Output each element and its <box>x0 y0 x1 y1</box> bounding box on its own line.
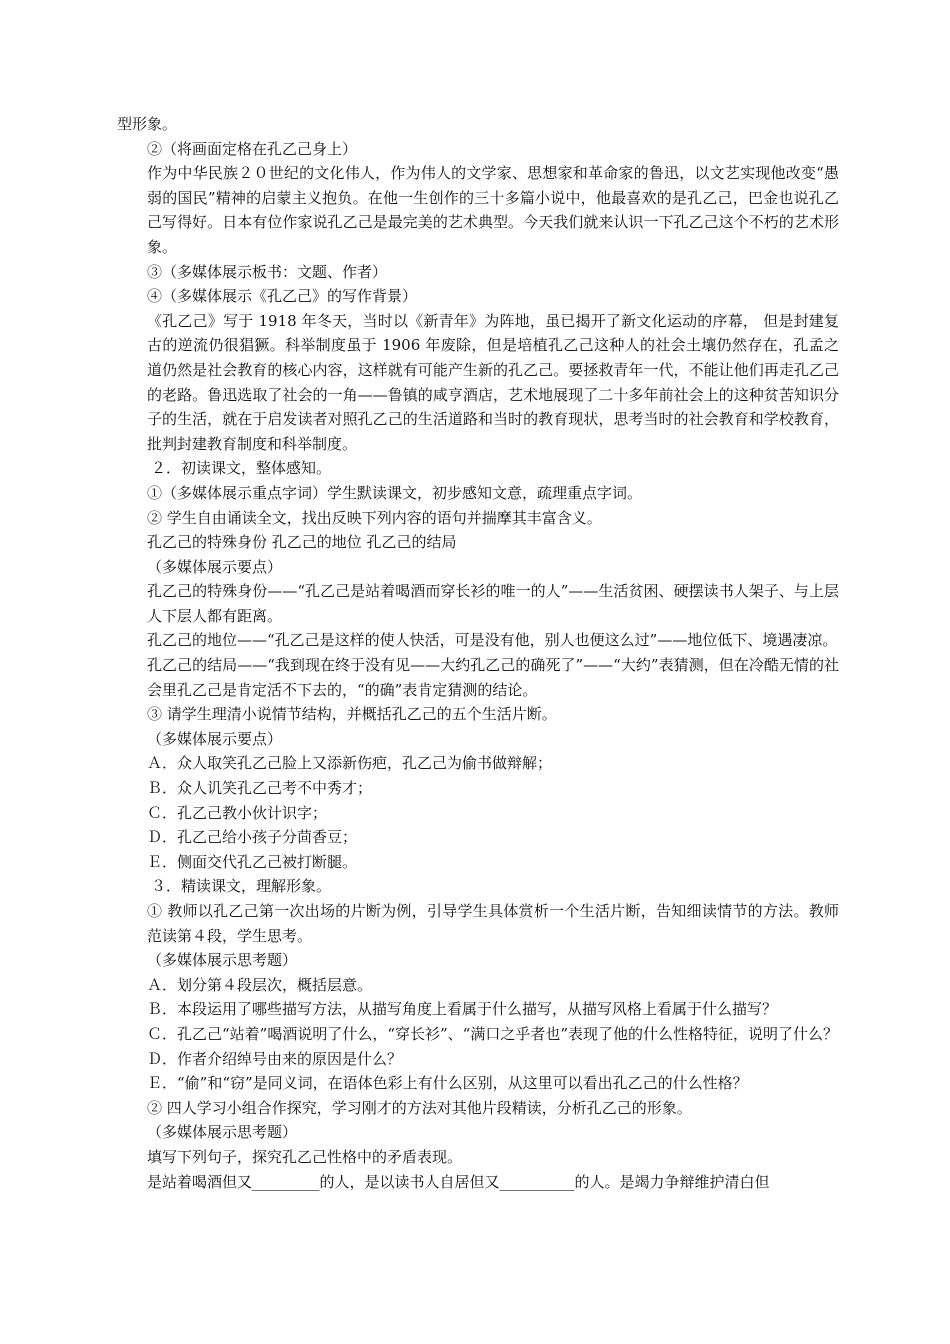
media-note: （多媒体展示思考题） <box>147 951 298 970</box>
list-item: Ｂ．众人讥笑孔乙己考不中秀才； <box>147 779 373 798</box>
step-marker: ② 四人学习小组合作探究，学习刚才的方法对其他片段精读，分析孔乙己的形象。 <box>147 1098 692 1117</box>
list-item: Ｄ．孔乙己给小孩子分茴香豆； <box>147 828 358 847</box>
paragraph: 孔乙己的特殊身份——“孔乙己是站着喝酒而穿长衫的唯一的人”——生活贫困、硬摆读书人架子、与上层人下层人都有距离。 <box>147 582 839 625</box>
paragraph: 孔乙己的地位——“孔乙己是这样的使人快活，可是没有他，别人也便这么过”——地位低下、境遇凄凉。 <box>147 631 838 650</box>
step-marker: ③ 请学生理清小说情节结构，并概括孔乙己的五个生活片断。 <box>147 705 557 724</box>
fill-in-sentence: 是站着喝酒但又_________的人，是以读书人自居但又__________的人。是竭力争辩维护清白但 <box>147 1172 770 1191</box>
text-line: 填写下列句子，探究孔乙己性格中的矛盾表现。 <box>147 1147 463 1166</box>
paragraph: ① 教师以孔乙己第一次出场的片断为例，引导学生具体赏析一个生活片断，告知细读情节的方法。教师范读第４段，学生思考。 <box>147 902 839 945</box>
section-heading: ３．精读课文，理解形象。 <box>151 877 332 896</box>
section-heading: ２．初读课文，整体感知。 <box>151 459 332 478</box>
step-marker: ④（多媒体展示《孔乙己》的写作背景） <box>147 287 418 306</box>
text-line: 型形象。 <box>117 115 178 133</box>
paragraph: 孔乙己的结局——“我到现在终于没有见——大约孔乙己的确死了”——“大约”表猜测，但在冷酷无情的社会里孔乙己是肯定活不下去的，“的确”表肯定猜测的结论。 <box>147 656 839 699</box>
step-marker: ③（多媒体展示板书：文题、作者） <box>147 262 388 281</box>
list-item: Ｃ．孔乙己“站着”喝酒说明了什么，“穿长衫”、“满口之乎者也”表现了他的什么性格特征，说明了什么？ <box>147 1024 839 1043</box>
step-marker: ②（将画面定格在孔乙己身上） <box>147 139 358 158</box>
document-body <box>117 112 839 1194</box>
text-line: 孔乙己的特殊身份 孔乙己的地位 孔乙己的结局 <box>147 533 457 552</box>
step-marker: ①（多媒体展示重点字词）学生默读课文，初步感知文意，疏理重点字词。 <box>147 483 643 502</box>
media-note: （多媒体展示要点） <box>147 557 283 576</box>
list-item: Ａ．众人取笑孔乙己脸上又添新伤疤，孔乙己为偷书做辩解； <box>147 754 553 773</box>
paragraph: 作为中华民族２０世纪的文化伟人，作为伟人的文学家、思想家和革命家的鲁迅，以文艺实现他改变“愚弱的国民”精神的启蒙主义抱负。在他一生创作的三十多篇小说中，他最喜欢的是孔乙己，巴金也说孔乙己写得好。日本有位作家说孔乙己是最完美的艺术典型。今天我们就来认识一下孔乙己这个不朽的艺术形象。 <box>147 164 839 256</box>
list-item: Ａ．划分第４段层次，概括层意。 <box>147 975 373 994</box>
list-item: Ｅ．“偷”和“窃”是同义词，在语体色彩上有什么区别，从这里可以看出孔乙己的什么性格？ <box>147 1074 748 1093</box>
media-note: （多媒体展示要点） <box>147 729 283 748</box>
list-item: Ｅ．侧面交代孔乙己被打断腿。 <box>147 852 358 871</box>
list-item: Ｃ．孔乙己教小伙计识字； <box>147 803 328 822</box>
paragraph: 《孔乙己》写于 1918 年冬天，当时以《新青年》为阵地，虽已揭开了新文化运动的序幕， 但是封建复古的逆流仍很猖獗。科举制度虽于 1906 年废除，但是培植孔乙己这种人的社会土壤仍然存在，孔孟之道仍然是社会教育的核心内容，这样就有可能产生新的孔乙己。要拯救青年一代，不能让他们再走孔乙己的老路。鲁迅选取了社会的一角——鲁镇的咸亨酒店，艺术地展现了二十多年前社会上的这种贫苦知识分子的生活，就在于启发读者对照孔乙己的生活道路和当时的教育现状，思考当时的社会教育和学校教育，批判封建教育制度和科举制度。 <box>147 311 839 453</box>
list-item: Ｄ．作者介绍绰号由来的原因是什么？ <box>147 1049 403 1068</box>
media-note: （多媒体展示思考题） <box>147 1123 298 1142</box>
step-marker: ② 学生自由诵读全文，找出反映下列内容的语句并揣摩其丰富含义。 <box>147 508 602 527</box>
list-item: Ｂ．本段运用了哪些描写方法，从描写角度上看属于什么描写，从描写风格上看属于什么描写？ <box>147 1000 778 1019</box>
